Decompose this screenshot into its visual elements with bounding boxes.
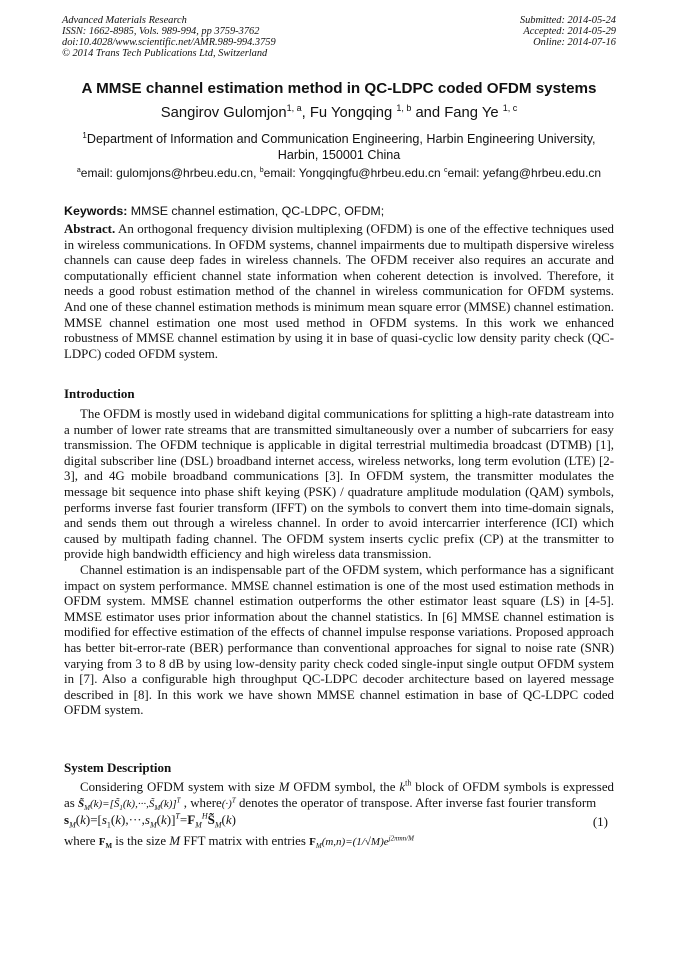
keywords-label: Keywords: [64,204,128,218]
author-list [0,105,678,121]
issn-line: ISSN: 1662-8985, Vols. 989-994, pp 3759-3762 [62,26,260,37]
affiliation [70,131,608,163]
section-heading-system-description: System Description [64,760,172,775]
equation-number: (1) [592,814,608,830]
submitted-date: Submitted: 2014-05-24 [519,15,616,26]
author-separator: , [301,105,310,121]
paragraph: The OFDM is mostly used in wideband digital communications for splitting a high-rate datastream into a number of lower rate streams that are transmitted simultaneously over a number of subcarriers for easy transmission. The OFDM technique is applicable in digital terrestrial multimedia broadcast (DTMB) [1], digital subscriber line (DSL) broadband internet access, wireless networks, long term evolution (LTE) [2-3], and 4G mobile broadband communications [3]. In OFDM system, the transmitter modulates the message bit sequence into phase shift keying (PSK) / quadrature amplitude modulation (QAM) symbols, performs inverse fast fourier transform (IFFT) on the symbols to convert them into time-domain signals, and sends them out through a wireless channel. In order to avoid intercarrier interference (ICI) which caused by multipath fading channel. The OFDM system inserts cyclic prefix (CP) at the transmitter to provide high bandwidth efficiency and high wireless data transmission. [64,407,614,562]
email-list [0,166,678,180]
introduction-body [64,407,614,719]
paper-title: A MMSE channel estimation method in QC-LDPC coded OFDM systems [81,80,597,97]
affiliation-mark: 1 [82,130,87,140]
abstract [64,222,614,362]
system-description-body [64,780,614,851]
author-separator: and [411,105,445,121]
doi-line: doi:10.4028/www.scientific.net/AMR.989-994.3759 [62,37,276,48]
equation-1-body: $s_M(k)=[s_1(k),\cdot\cdot\cdot,s_M(k)]^T=F_M^HS̃_M(k)$ [64,811,236,830]
author-name: Fang Ye [444,105,499,121]
author-affil-mark: 1, b [396,103,412,114]
equation-1 [64,812,614,834]
author-name: Sangirov Gulomjon [160,105,287,121]
email-mark: c [443,167,448,174]
journal-info [62,15,276,59]
copyright-line: © 2014 Trans Tech Publications Ltd, Switzerland [62,48,268,59]
inline-equation-symbol-vector: $S̃_M(k)=[S̃_1(k),\cdot\cdot\cdot,S̃_M(k)]^T$ [77,795,181,812]
abstract-label: Abstract. [64,222,116,236]
abstract-text: An orthogonal frequency division multiplexing (OFDM) is one of the effective techniques used in wireless communications. In OFDM systems, channel impairments due to multipath dispersive wireless channels can cause deep fades in wireless channels. The OFDM receiver also requires an accurate and computationally efficient channel state information when coherent detection is involved. Therefore, it needs a good robust estimation method of the channel in wireless communication for OFDM systems. And one of these channel estimation methods is minimum mean square error (MMSE) channel estimation. MMSE channel estimation one most used method in OFDM systems. In this work we enhanced robustness of MMSE channel estimation by using it in base of quasi-cyclic low density parity check (QC-LDPC) coded OFDM system. [64,222,614,361]
inline-equation-fft-entries: $F_M(m,n)=(1/√M)e^{j2\pi mn/M}$ [309,834,414,851]
email-text: email: Yongqingfu@hrbeu.edu.cn [263,166,444,180]
keywords [64,204,614,218]
author-name: Fu Yongqing [309,105,393,121]
section-heading-introduction: Introduction [64,386,135,401]
email-mark: b [259,167,264,174]
dates-info [520,15,616,48]
author-affil-mark: 1, a [286,103,302,114]
inline-equation-operator: $(\cdot)^T$ [221,795,236,810]
email-text: email: gulomjons@hrbeu.edu.cn, [80,166,260,180]
online-date: Online: 2014-07-16 [533,37,616,48]
journal-name: Advanced Materials Research [62,15,187,26]
paragraph: Channel estimation is an indispensable part of the OFDM system, which performance has a significant impact on system performance. MMSE channel estimation is one of the most used estimation methods in OFDM system. MMSE channel estimation outperforms the other estimator least square (LS) in [4-5]. MMSE estimator uses prior information about the channel statistics. In [6] MMSE channel estimation is modified for effective estimation of the effects of channel impulse response variations. Proposed approach has better bit-error-rate (BER) performance than conventional approaches for signal to noise rate (SNR) varying from 3 to 8 dB by using low-density parity check coded single-input single output OFDM system in [7]. Also a configurable high throughput QC-LDPC decoder architecture based on layered message described in [8]. In this work we have shown MMSE channel estimation in base of QC-LDPC coded OFDM system. [64,562,614,718]
keywords-text: MMSE channel estimation, QC-LDPC, OFDM; [127,204,385,218]
accepted-date: Accepted: 2014-05-29 [523,26,616,37]
email-text: email: yefang@hrbeu.edu.cn [447,166,602,180]
paragraph: where $F_M$ is the size M FFT matrix with entries $F_M(m,n)=(1/√M)e^{j2\pi mn/M}$ [64,834,414,851]
paragraph: Considering OFDM system with size M OFDM symbol, the $k^{th}$ block of OFDM symbols is expressed as $S̃_M(k)=[S̃_1(k),\cdot\cdot\cdot,S̃_M(k)]^T$ , $where(\cdot)^T$ denotes the operator of transpose. After inverse fast fourier transform [64,778,614,812]
inline-equation-fft-matrix: $F_M$ [98,836,113,851]
affiliation-text: Department of Information and Communication Engineering, Harbin Engineering University, Harbin, 150001 China [86,132,596,162]
email-mark: a [76,167,81,174]
author-affil-mark: 1, c [502,103,518,114]
